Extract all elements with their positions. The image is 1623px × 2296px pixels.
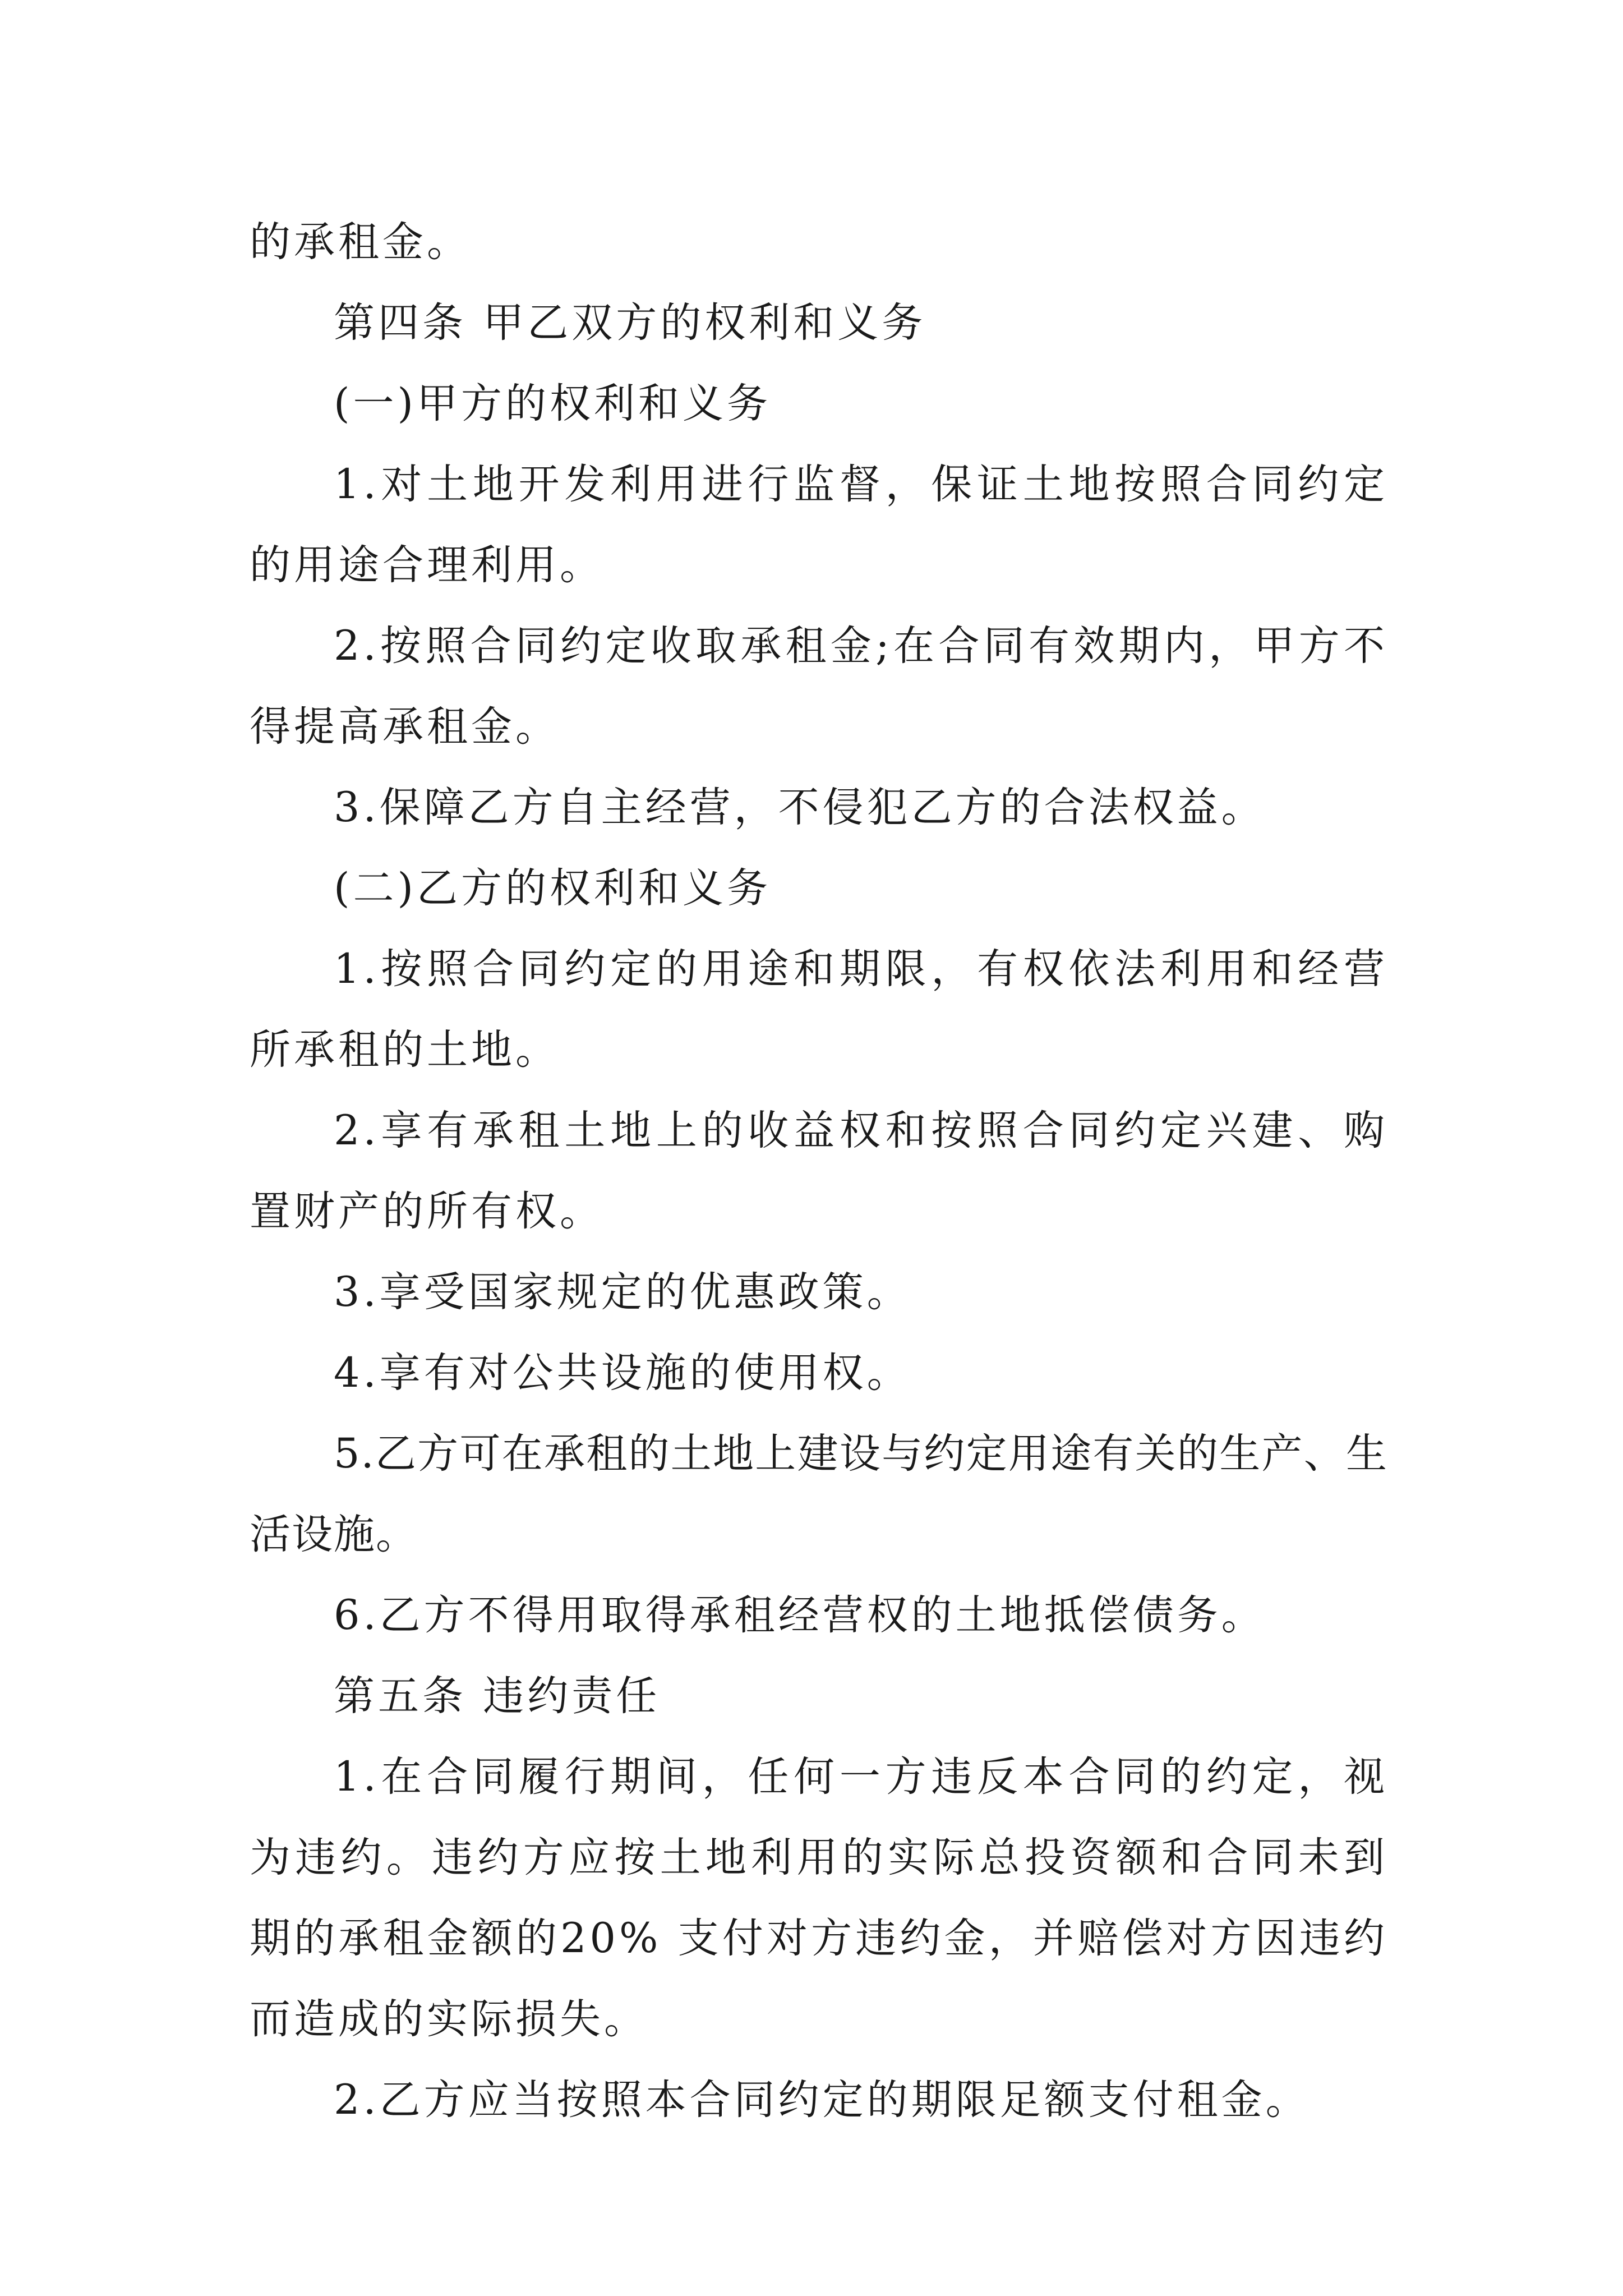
party-b-item-1: 1.按照合同约定的用途和期限，有权依法利用和经营所承租的土地。 [250, 945, 1388, 1074]
paragraph-rent-continuation: 的承租金。 [250, 218, 471, 266]
party-a-item-3: 3.保障乙方自主经营，不侵犯乙方的合法权益。 [334, 784, 1266, 831]
party-b-item-6: 6.乙方不得用取得承租经营权的土地抵偿债务。 [334, 1591, 1266, 1639]
party-a-rights-heading: (一)甲方的权利和义务 [334, 380, 771, 427]
party-b-rights-heading: (二)乙方的权利和义务 [334, 864, 771, 912]
contract-body [250, 202, 1388, 2141]
party-b-item-5: 5.乙方可在承租的土地上建设与约定用途有关的生产、生活设施。 [250, 1430, 1388, 1558]
liability-item-1: 1.在合同履行期间，任何一方违反本合同的约定，视为违约。违约方应按土地利用的实际总投资额和合同未到期的承租金额的20% 支付对方违约金，并赔偿对方因违约而造成的实际损失。 [250, 1753, 1388, 2043]
article-4-heading: 第四条 甲乙双方的权利和义务 [334, 299, 926, 347]
article-5-heading: 第五条 违约责任 [334, 1672, 661, 1720]
liability-item-2: 2.乙方应当按照本合同约定的期限足额支付租金。 [334, 2076, 1310, 2124]
party-a-item-1: 1.对土地开发利用进行监督，保证土地按照合同约定的用途合理利用。 [250, 461, 1388, 589]
party-b-item-4: 4.享有对公共设施的使用权。 [334, 1349, 911, 1397]
party-b-item-2: 2.享有承租土地上的收益权和按照合同约定兴建、购置财产的所有权。 [250, 1107, 1388, 1235]
party-b-item-3: 3.享受国家规定的优惠政策。 [334, 1268, 911, 1316]
party-a-item-2: 2.按照合同约定收取承租金;在合同有效期内，甲方不得提高承租金。 [250, 622, 1388, 751]
